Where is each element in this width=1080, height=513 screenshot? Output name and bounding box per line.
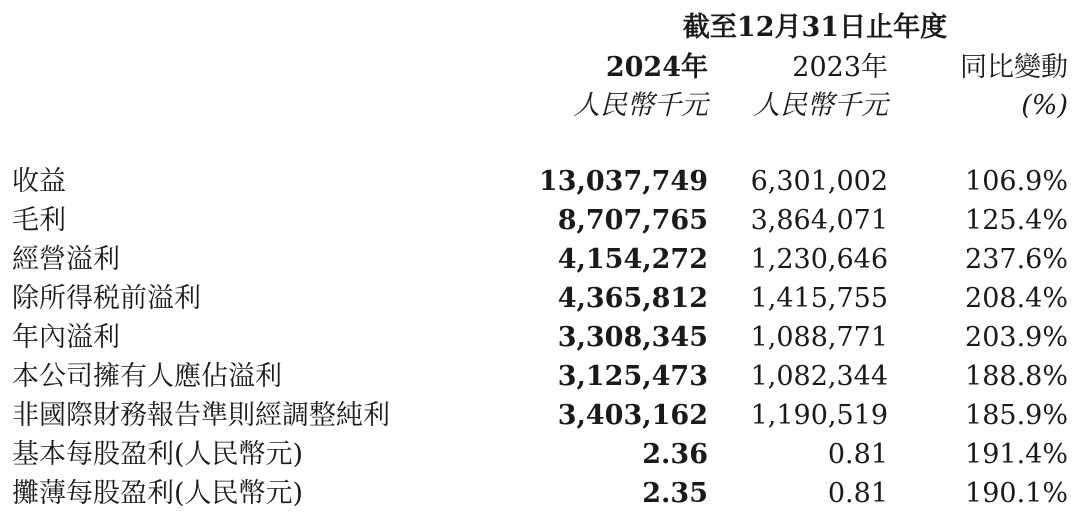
row-label: 非國際財務報告準則經調整純利 bbox=[12, 400, 390, 431]
value-2024: 3,403,162 bbox=[557, 400, 708, 431]
value-change: 237.6% bbox=[965, 244, 1068, 275]
unit-change: (%) bbox=[1021, 90, 1068, 121]
value-2024: 13,037,749 bbox=[538, 166, 708, 197]
value-change: 208.4% bbox=[965, 283, 1068, 314]
row-label: 攤薄每股盈利(人民幣元) bbox=[12, 478, 304, 509]
value-change: 125.4% bbox=[965, 205, 1068, 236]
row-label: 收益 bbox=[12, 166, 66, 197]
row-label: 毛利 bbox=[12, 205, 66, 236]
value-2024: 3,308,345 bbox=[557, 322, 708, 353]
row-label: 除所得税前溢利 bbox=[12, 283, 201, 314]
table-row bbox=[0, 318, 1080, 357]
value-2023: 1,190,519 bbox=[750, 400, 888, 431]
unit-2023: 人民幣千元 bbox=[753, 90, 888, 121]
table-body bbox=[0, 162, 1080, 513]
value-2023: 3,864,071 bbox=[750, 205, 888, 236]
value-change: 188.8% bbox=[965, 361, 1068, 392]
value-2023: 0.81 bbox=[827, 439, 888, 470]
table-row bbox=[0, 201, 1080, 240]
value-change: 185.9% bbox=[965, 400, 1068, 431]
column-header-2023: 2023年 bbox=[792, 52, 888, 83]
unit-2024: 人民幣千元 bbox=[573, 90, 708, 121]
value-2023: 1,088,771 bbox=[750, 322, 888, 353]
table-row bbox=[0, 240, 1080, 279]
value-2024: 2.35 bbox=[642, 478, 708, 509]
value-change: 106.9% bbox=[965, 166, 1068, 197]
row-label: 經營溢利 bbox=[12, 244, 120, 275]
value-2023: 6,301,002 bbox=[750, 166, 888, 197]
table-row bbox=[0, 396, 1080, 435]
value-2024: 8,707,765 bbox=[557, 205, 708, 236]
table-row bbox=[0, 357, 1080, 396]
column-header-2024: 2024年 bbox=[605, 52, 708, 83]
table-row bbox=[0, 474, 1080, 513]
value-change: 203.9% bbox=[965, 322, 1068, 353]
row-label: 年內溢利 bbox=[12, 322, 120, 353]
value-change: 190.1% bbox=[965, 478, 1068, 509]
value-2024: 4,365,812 bbox=[557, 283, 708, 314]
row-label: 本公司擁有人應佔溢利 bbox=[12, 361, 282, 392]
value-2024: 4,154,272 bbox=[557, 244, 708, 275]
value-2024: 3,125,473 bbox=[557, 361, 708, 392]
value-change: 191.4% bbox=[965, 439, 1068, 470]
table-row bbox=[0, 279, 1080, 318]
row-label: 基本每股盈利(人民幣元) bbox=[12, 439, 304, 470]
table-row bbox=[0, 435, 1080, 474]
table-row bbox=[0, 162, 1080, 201]
period-header: 截至12月31日止年度 bbox=[682, 12, 948, 43]
value-2023: 1,415,755 bbox=[750, 283, 888, 314]
column-header-change: 同比變動 bbox=[960, 52, 1068, 83]
value-2023: 1,230,646 bbox=[750, 244, 888, 275]
value-2023: 1,082,344 bbox=[750, 361, 888, 392]
value-2024: 2.36 bbox=[642, 439, 708, 470]
value-2023: 0.81 bbox=[827, 478, 888, 509]
